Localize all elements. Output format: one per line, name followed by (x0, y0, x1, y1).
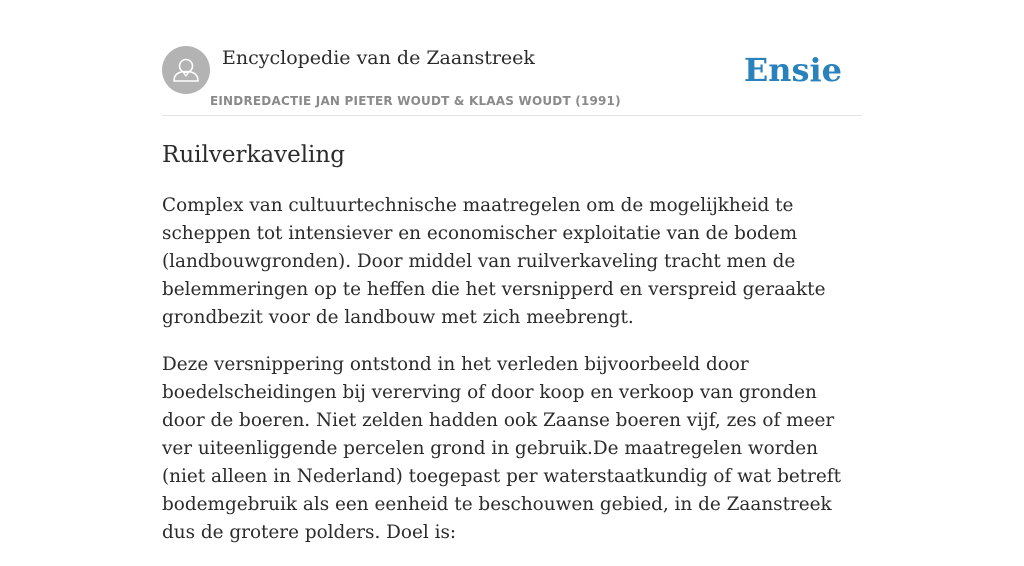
article-title: Ruilverkaveling (162, 142, 345, 168)
source-title[interactable]: Encyclopedie van de Zaanstreek (222, 47, 535, 69)
article-body (162, 192, 862, 566)
ensie-logo[interactable]: Ensie (743, 51, 842, 89)
author-avatar[interactable] (162, 46, 210, 94)
article-paragraph: Deze versnippering ontstond in het verleden bijvoorbeeld door boedelscheidingen bij vererving of door koop en verkoop van gronden door de boeren. Niet zelden hadden ook Zaanse boeren vijf, zes of meer ver uiteenliggende percelen grond in gebruik.De maatregelen worden (niet alleen in Nederland) toegepast per waterstaatkundig of wat betreft bodemgebruik als een eenheid te beschouwen gebied, in de Zaanstreek dus de grotere polders. Doel is: (162, 354, 841, 543)
article-paragraph: Complex van cultuurtechnische maatregelen om de mogelijkheid te scheppen tot intensiever en economischer exploitatie van de bodem (landbouwgronden). Door middel van ruilverkaveling tracht men de belemmeringen op te heffen die het versnipperd en verspreid geraakte grondbezit voor de landbouw met zich meebrengt. (162, 195, 826, 328)
user-icon (162, 46, 210, 94)
source-credit: EINDREDACTIE JAN PIETER WOUDT & KLAAS WOUDT (1991) (210, 94, 621, 108)
article-header (162, 46, 862, 116)
